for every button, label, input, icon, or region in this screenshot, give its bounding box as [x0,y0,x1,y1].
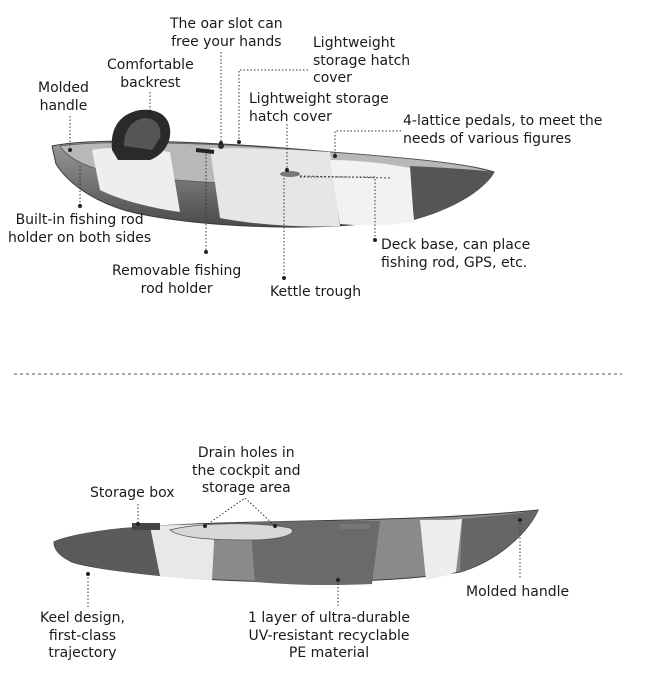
label-kettle-trough: Kettle trough [270,284,362,300]
label-builtin-rod-holder: Built-in fishing rod holder on both sides [8,212,152,246]
bottom-kayak-bow-dark [460,510,538,572]
label-keel-design: Keel design, first-class trajectory [40,610,125,661]
bottom-kayak-deck-plate [340,524,370,529]
label-drain-holes: Drain holes in the cockpit and storage area [192,445,301,496]
label-molded-handle-side: Molded handle [466,584,570,600]
label-hatch-cover-lower: Lightweight storage hatch cover [249,91,389,125]
top-kayak-hatch [280,171,300,177]
label-molded-handle: Molded handle [38,80,89,114]
label-comfortable-backrest: Comfortable backrest [107,57,194,91]
label-storage-box: Storage box [90,485,175,501]
label-removable-rod-holder: Removable fishing rod holder [112,263,242,297]
top-kayak-camo-band-3 [330,160,414,225]
top-kayak-bow-dark [410,166,494,220]
bottom-kayak-stern-dark [54,526,160,576]
top-kayak-camo-band-2 [210,148,340,227]
bottom-kayak [54,510,538,585]
bottom-kayak-camo-band-3 [420,519,462,580]
label-deck-base: Deck base, can place fishing rod, GPS, etc. [381,237,531,271]
top-kayak-rod-holder [196,150,214,152]
label-hatch-cover-upper: Lightweight storage hatch cover [313,35,411,86]
leader-pedals [335,131,401,156]
label-pe-material: 1 layer of ultra-durable UV-resistant recyclable PE material [248,610,410,661]
label-oar-slot: The oar slot can free your hands [170,16,283,50]
label-lattice-pedals: 4-lattice pedals, to meet the needs of various figures [403,113,603,147]
